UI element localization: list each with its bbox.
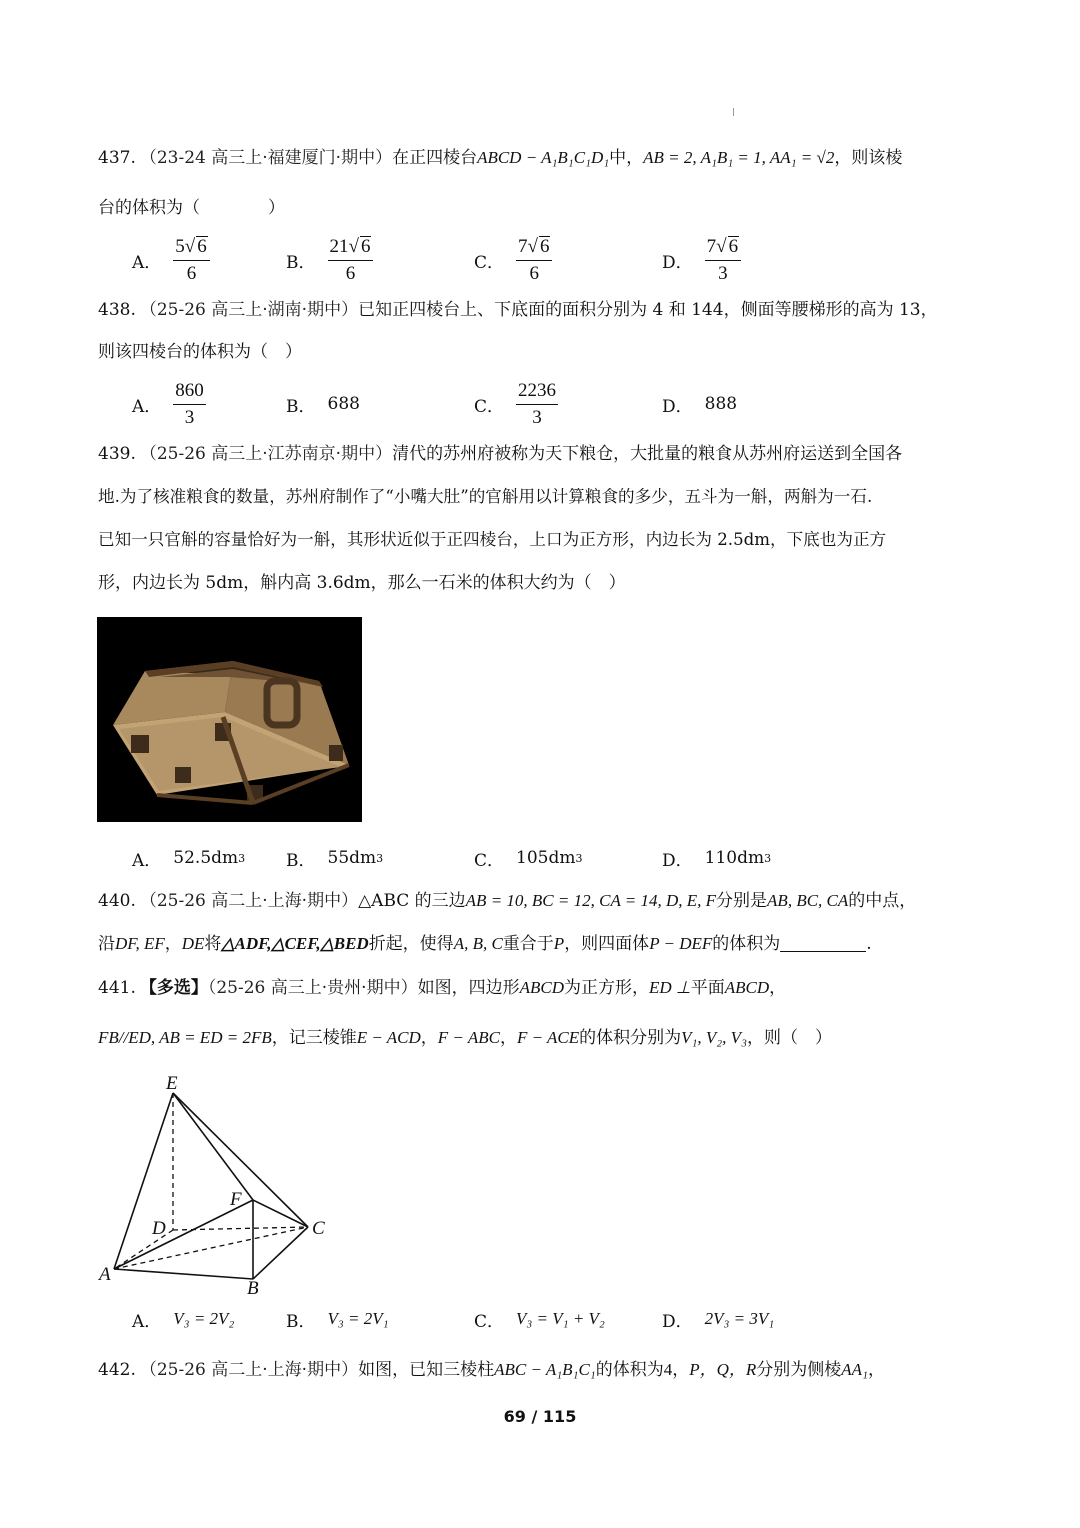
q439-options	[132, 830, 984, 886]
option-label: B．	[286, 252, 316, 273]
q440-source: （25-26 高二上·上海·期中）	[139, 891, 359, 911]
q441-option-c[interactable]: C． V₃ = V₁ + V₂	[474, 1291, 605, 1347]
pyramid-diagram-icon	[96, 1072, 346, 1294]
q438-option-c[interactable]	[474, 376, 558, 432]
fraction: $\frac{7√ 6}{3}$	[705, 235, 741, 286]
label-E: E	[166, 1073, 178, 1094]
q439-option-a[interactable]: A． 52.5dm 3	[132, 830, 245, 886]
q439-line2: 地.为了核准粮食的数量，苏州府制作了“小嘴大肚”的官斛用以计算粮食的多少，五斗为一斛，两斛为一石.	[98, 487, 873, 506]
q441-option-b[interactable]: B． V₃ = 2V₁	[286, 1291, 389, 1347]
q441-options	[132, 1291, 984, 1347]
q440-number: 440.	[98, 891, 136, 911]
q442-source: （25-26 高二上·上海·期中）	[139, 1360, 359, 1380]
q440-line1: 440. （25-26 高二上·上海·期中）△ABC 的三边AB = 10, BC = 12, CA = 14, D, E, F分别是AB, BC, CA的中点，	[98, 891, 917, 911]
label-A: A	[99, 1264, 111, 1285]
q439-text1: 清代的苏州府被称为天下粮仓，大批量的粮食从苏州府运送到全国各	[392, 444, 903, 464]
option-value: 888	[704, 394, 738, 414]
q441-option-d[interactable]: D． 2V₃ = 3V₁	[662, 1291, 774, 1347]
q441-line2: FB//ED, AB = ED = 2FB，记三棱锥E − ACD，F − ABC，F − ACE的体积分别为V₁, V₂, V₃，则（ ）	[98, 1028, 832, 1048]
answer-blank[interactable]	[780, 934, 866, 952]
label-F: F	[230, 1189, 242, 1210]
q437-line2: 台的体积为（ ）	[98, 198, 285, 218]
q439-line1	[98, 441, 984, 467]
q439-option-b[interactable]: B． 55dm 3	[286, 830, 383, 886]
q437-text3: ，则该棱	[834, 148, 903, 168]
q437-source: （23-24 高三上·福建厦门·期中）	[139, 148, 393, 168]
fraction: $\frac{21√ 6}{6}$	[328, 235, 374, 286]
q439-number: 439.	[98, 444, 136, 464]
option-label: B．	[286, 1311, 316, 1332]
q437-text2: 中，	[609, 148, 644, 168]
option-label: A．	[132, 1311, 162, 1332]
option-label: D．	[662, 850, 693, 871]
q441-tag: 【多选】	[139, 978, 208, 998]
q442-line1: 442. （25-26 高二上·上海·期中）如图，已知三棱柱ABC − A₁B₁C₁的体积为4，P，Q，R分别为侧棱AA₁，	[98, 1360, 885, 1380]
option-label: D．	[662, 396, 693, 417]
q438-line1	[98, 297, 984, 323]
q438-line2: 则该四棱台的体积为（ ）	[98, 342, 302, 362]
label-D: D	[152, 1218, 166, 1239]
q438-option-a[interactable]	[132, 376, 206, 432]
q437-options	[132, 232, 984, 288]
q441-source: （25-26 高三上·贵州·期中）	[207, 978, 418, 998]
label-C: C	[312, 1218, 325, 1239]
q438-text: 已知正四棱台上、下底面的面积分别为 4 和 144，侧面等腰梯形的高为 13，	[358, 300, 938, 320]
option-label: C．	[474, 850, 505, 871]
option-label: D．	[662, 252, 693, 273]
fraction: $\frac{2236}{3}$	[518, 379, 557, 428]
q437-solid: ABCD − A₁B₁C₁D₁	[477, 148, 610, 167]
q441-line1: 441. 【多选】（25-26 高三上·贵州·期中）如图，四边形ABCD为正方形，ED ⊥平面ABCD，	[98, 978, 787, 998]
fraction: $\frac{5√ 6}{6}$	[173, 235, 209, 286]
q440-line2: 沿DF, EF，DE将△ADF,△CEF,△BED折起，使得A, B, C重合于P，则四面体P − DEF的体积为 .	[98, 934, 872, 954]
q438-option-b[interactable]	[286, 376, 360, 432]
label-B: B	[247, 1278, 259, 1294]
q441-number: 441.	[98, 978, 136, 998]
option-label: A．	[132, 252, 162, 273]
option-label: C．	[474, 1311, 505, 1332]
q438-option-d[interactable]	[662, 376, 737, 432]
q437-option-a[interactable]	[132, 232, 210, 288]
q437-option-b[interactable]	[286, 232, 373, 288]
q437-option-c[interactable]	[474, 232, 552, 288]
q437-given: AB = 2, A₁B₁ = 1, AA₁ = √2	[643, 148, 835, 167]
q437-option-d[interactable]	[662, 232, 741, 288]
q439-option-d[interactable]: D． 110dm 3	[662, 830, 771, 886]
wooden-hu-vessel-icon	[97, 617, 362, 822]
q442-number: 442.	[98, 1360, 136, 1380]
option-label: C．	[474, 396, 505, 417]
q441-diagram	[96, 1072, 346, 1294]
page-mark	[733, 108, 734, 116]
q438-source: （25-26 高三上·湖南·期中）	[139, 300, 359, 320]
fraction: $\frac{860}{3}$	[175, 379, 204, 428]
grain-measure-photo	[97, 617, 362, 822]
q439-option-c[interactable]: C． 105dm 3	[474, 830, 582, 886]
q439-line4: 形，内边长为 5dm，斛内高 3.6dm，那么一石米的体积大约为（ ）	[98, 573, 626, 593]
option-label: C．	[474, 252, 505, 273]
option-label: D．	[662, 1311, 693, 1332]
q437-number: 437.	[98, 148, 136, 168]
q437-line1	[98, 145, 984, 171]
option-label: A．	[132, 850, 162, 871]
option-value: 688	[327, 394, 360, 414]
fraction: $\frac{7√ 6}{6}$	[516, 235, 552, 286]
q439-source: （25-26 高三上·江苏南京·期中）	[139, 444, 393, 464]
q438-options	[132, 376, 984, 432]
q441-option-a[interactable]: A． V₃ = 2V₂	[132, 1291, 234, 1347]
option-label: A．	[132, 396, 162, 417]
q438-number: 438.	[98, 300, 136, 320]
option-label: B．	[286, 396, 316, 417]
q439-line3: 已知一只官斛的容量恰好为一斛，其形状近似于正四棱台，上口为正方形，内边长为 2.5dm，下底也为正方	[98, 530, 887, 549]
page-number: 69 / 115	[503, 1407, 577, 1426]
q437-text1: 在正四棱台	[392, 148, 478, 168]
option-label: B．	[286, 850, 316, 871]
